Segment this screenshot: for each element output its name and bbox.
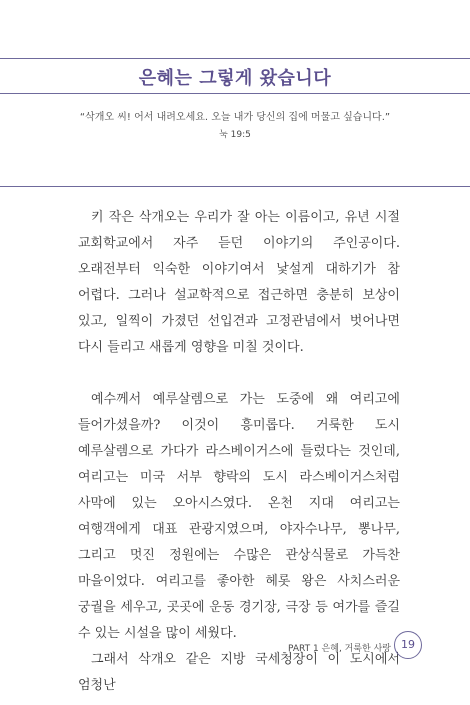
page-number: 19: [394, 631, 422, 659]
epigraph-quote: “삭개오 씨! 어서 내려오세요. 오늘 내가 당신의 집에 머물고 싶습니다.”: [79, 112, 391, 123]
top-divider: [0, 58, 470, 59]
section-divider: [0, 186, 470, 187]
epigraph-reference: 눅 19:5: [219, 130, 251, 140]
paragraph-2: 예수께서 예루살렘으로 가는 도중에 왜 여리고에 들어가셨을까? 이것이 흥미롭다. 거룩한 도시 예루살렘으로 가다가 라스베이거스에 들렀다는 것인데, 여리고는 미국 서부 향락의 도시 라스베이거스처럼 사막에 있는 오아시스였다. 온천 지대 여리고는 여행객에게 대표 관광지였으며, 야자수나무, 뽕나무, 그리고 멋진 정원에는 수많은 관상식물로 가득찬 마을이었다. 여리고를 좋아한 헤롯 왕은 사치스러운 궁궐을 세우고, 곳곳에 운동 경기장, 극장 등 여가를 즐길 수 있는 시설을 많이 세웠다.: [78, 392, 400, 641]
chapter-title: 은혜는 그렇게 왔습니다: [138, 68, 332, 89]
body-text: [78, 205, 400, 693]
paragraph-1: 키 작은 삭개오는 우리가 잘 아는 이름이고, 유년 시절 교회학교에서 자주 듣던 이야기의 주인공이다. 오래전부터 익숙한 이야기여서 낯설게 대하기가 참 어렵다. 그러나 설교학적으로 접근하면 충분히 보상이 있고, 일찍이 가졌던 선입견과 고정관념에서 벗어나면 다시 들리고 새롭게 영향을 미칠 것이다.: [78, 210, 400, 355]
paragraph-3: 그래서 삭개오 같은 지방 국세청장이 이 도시에서 엄청난: [78, 652, 400, 693]
running-footer-label: PART 1 은혜, 거룩한 사랑: [288, 644, 391, 654]
title-divider: [0, 93, 470, 94]
paragraph-spacer: [78, 361, 400, 387]
